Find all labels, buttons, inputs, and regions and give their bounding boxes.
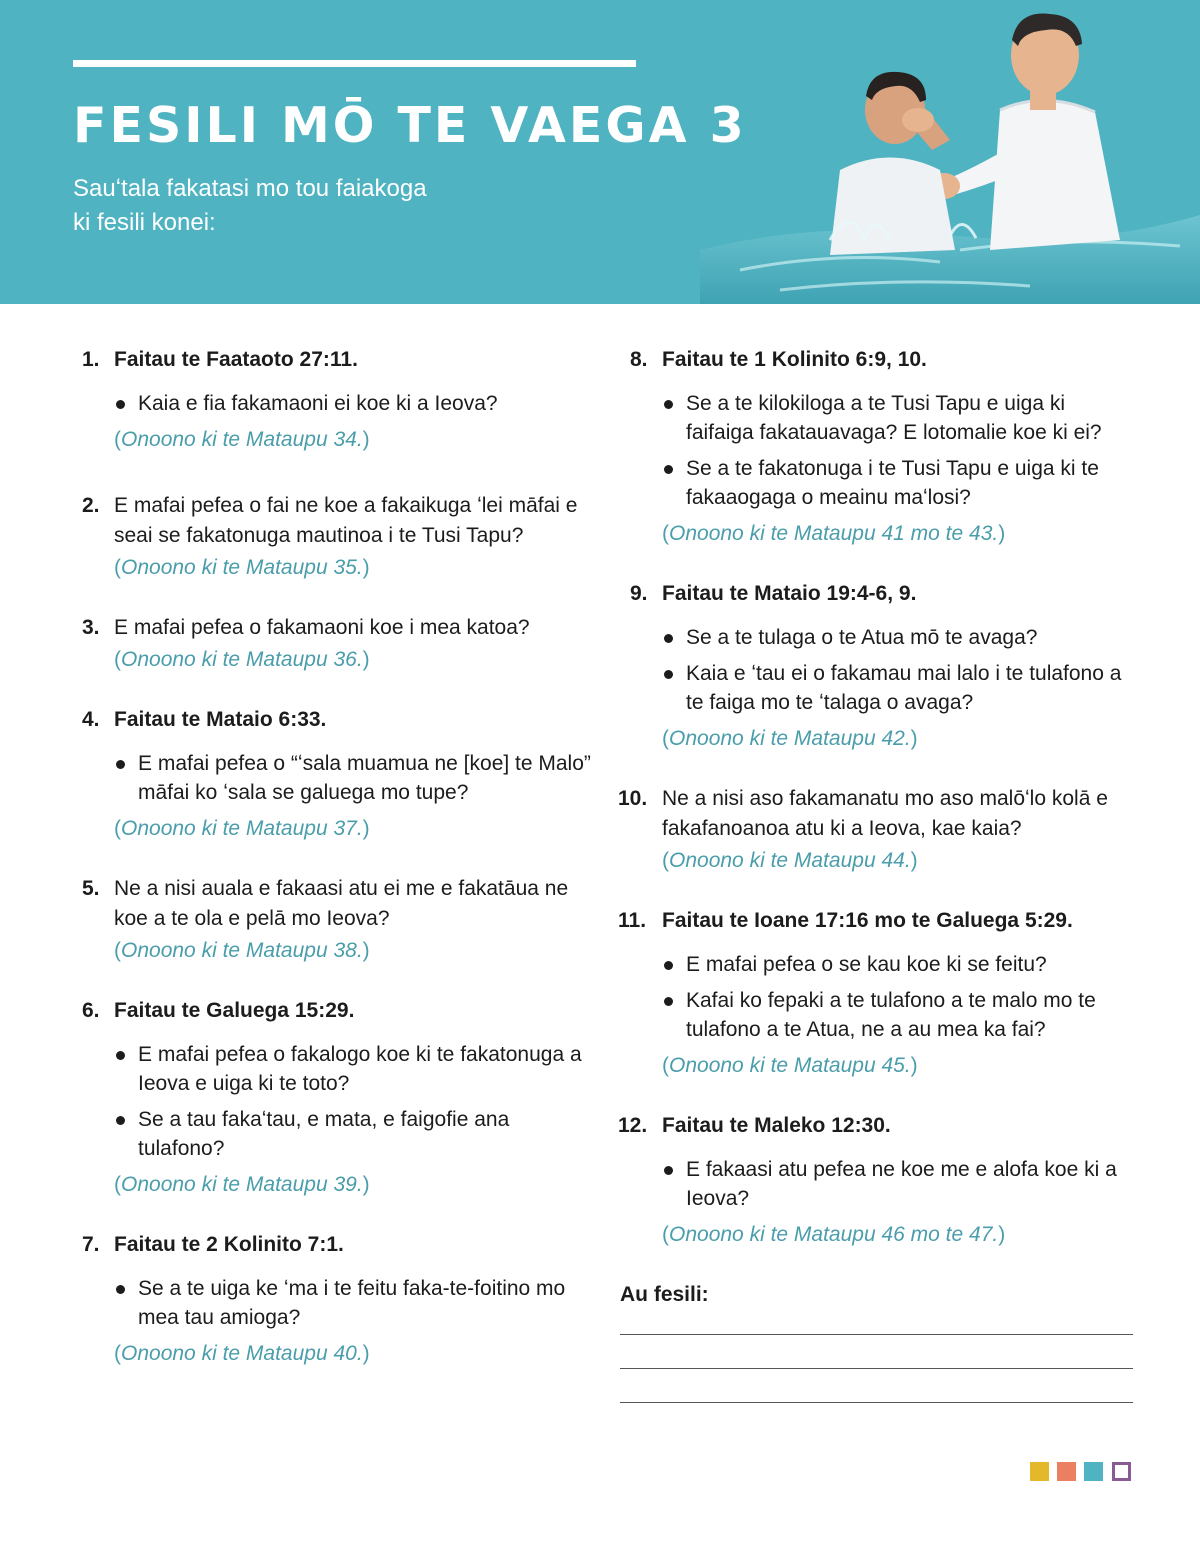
- question-12: [618, 1111, 1138, 1250]
- question-bullets: [662, 1155, 1138, 1213]
- swatch-teal: [1084, 1462, 1103, 1481]
- question-10: [618, 784, 1138, 876]
- question-text: Faitau te Faataoto 27:11.: [114, 348, 358, 371]
- question-7: [82, 1230, 592, 1369]
- question-number: 7.: [82, 1233, 100, 1256]
- question-number: 4.: [82, 708, 100, 731]
- question-text: Faitau te Galuega 15:29.: [114, 999, 355, 1022]
- chapter-reference: (Onoono ki te Mataupu 37.): [114, 817, 370, 840]
- question-8: [618, 345, 1138, 549]
- question-bullets: [114, 749, 592, 807]
- chapter-reference: (Onoono ki te Mataupu 38.): [114, 939, 370, 962]
- question-number: 1.: [82, 348, 100, 371]
- header-banner: [0, 0, 1200, 304]
- header-rule: [73, 60, 636, 67]
- answer-line[interactable]: [620, 1334, 1133, 1335]
- question-5: [82, 874, 592, 966]
- page-title: FESILI MŌ TE VAEGA 3: [73, 97, 747, 154]
- question-text: E mafai pefea o fakamaoni koe i mea katoa?: [114, 616, 530, 639]
- chapter-reference: (Onoono ki te Mataupu 35.): [114, 556, 370, 579]
- question-bullets: [114, 1274, 592, 1332]
- question-text: Faitau te 2 Kolinito 7:1.: [114, 1233, 344, 1256]
- swatch-purple-outline: [1112, 1462, 1131, 1481]
- chapter-reference: (Onoono ki te Mataupu 44.): [662, 849, 918, 872]
- question-2: [82, 491, 592, 583]
- question-text: Faitau te Ioane 17:16 mo te Galuega 5:29.: [662, 909, 1073, 932]
- questions-left-column: [82, 345, 592, 1369]
- question-bullets: [662, 950, 1138, 1044]
- baptism-illustration: [700, 0, 1200, 304]
- bullet-item: Se a te uiga ke ʻma i te feitu faka-te-foitino mo mea tau amioga?: [114, 1274, 592, 1332]
- chapter-reference: (Onoono ki te Mataupu 39.): [114, 1173, 370, 1196]
- bullet-item: Se a te kilokiloga a te Tusi Tapu e uiga ki faifaiga fakatauavaga? E lotomalie koe ki ei?: [662, 389, 1138, 447]
- bullet-item: E mafai pefea o fakalogo koe ki te fakatonuga a Ieova e uiga ki te toto?: [114, 1040, 592, 1098]
- chapter-reference: (Onoono ki te Mataupu 36.): [114, 648, 370, 671]
- answer-line[interactable]: [620, 1402, 1133, 1403]
- bullet-item: Kaia e fia fakamaoni ei koe ki a Ieova?: [114, 389, 592, 418]
- questions-right-column: [618, 345, 1138, 1250]
- chapter-reference: (Onoono ki te Mataupu 46 mo te 47.): [662, 1223, 1006, 1246]
- chapter-reference: (Onoono ki te Mataupu 34.): [114, 428, 370, 451]
- swatch-orange: [1057, 1462, 1076, 1481]
- own-questions-label: Au fesili:: [620, 1283, 709, 1306]
- question-bullets: [114, 1040, 592, 1163]
- question-text: Ne a nisi aso fakamanatu mo aso malōʻlo kolā e fakafanoanoa atu ki a Ieova, kae kaia?: [662, 787, 1108, 840]
- question-11: [618, 906, 1138, 1081]
- question-text: Faitau te Mataio 19:4-6, 9.: [662, 582, 917, 605]
- question-number: 11.: [618, 909, 647, 932]
- bullet-item: Kaia e ʻtau ei o fakamau mai lalo i te tulafono a te faiga mo te ʻtalaga o avaga?: [662, 659, 1138, 717]
- bullet-item: E mafai pefea o “ʻsala muamua ne [koe] te Malo” māfai ko ʻsala se galuega mo tupe?: [114, 749, 592, 807]
- question-text: Ne a nisi auala e fakaasi atu ei me e fakatāua ne koe a te ola e pelā mo Ieova?: [114, 877, 569, 930]
- bullet-item: E mafai pefea o se kau koe ki se feitu?: [662, 950, 1138, 979]
- question-bullets: [114, 389, 592, 418]
- question-number: 5.: [82, 877, 100, 900]
- question-4: [82, 705, 592, 844]
- question-number: 3.: [82, 616, 100, 639]
- question-number: 6.: [82, 999, 100, 1022]
- page-subtitle: Sauʻtala fakatasi mo tou faiakoga ki fesili konei:: [73, 175, 427, 236]
- question-number: 8.: [630, 348, 648, 371]
- bullet-item: Kafai ko fepaki a te tulafono a te malo mo te tulafono a te Atua, ne a au mea ka fai?: [662, 986, 1138, 1044]
- question-number: 9.: [630, 582, 648, 605]
- chapter-reference: (Onoono ki te Mataupu 45.): [662, 1054, 918, 1077]
- chapter-reference: (Onoono ki te Mataupu 40.): [114, 1342, 370, 1365]
- swatch-yellow: [1030, 1462, 1049, 1481]
- question-1: [82, 345, 592, 455]
- answer-line[interactable]: [620, 1368, 1133, 1369]
- bullet-item: Se a tau fakaʻtau, e mata, e faigofie ana tulafono?: [114, 1105, 592, 1163]
- bullet-item: E fakaasi atu pefea ne koe me e alofa koe ki a Ieova?: [662, 1155, 1138, 1213]
- question-9: [618, 579, 1138, 754]
- question-bullets: [662, 389, 1138, 512]
- question-number: 12.: [618, 1114, 648, 1137]
- chapter-reference: (Onoono ki te Mataupu 41 mo te 43.): [662, 522, 1006, 545]
- question-number: 10.: [618, 787, 648, 810]
- chapter-reference: (Onoono ki te Mataupu 42.): [662, 727, 918, 750]
- question-bullets: [662, 623, 1138, 717]
- bullet-item: Se a te fakatonuga i te Tusi Tapu e uiga ki te fakaaogaga o meainu maʻlosi?: [662, 454, 1138, 512]
- question-text: Faitau te Mataio 6:33.: [114, 708, 327, 731]
- question-3: [82, 613, 592, 675]
- question-text: Faitau te Maleko 12:30.: [662, 1114, 891, 1137]
- question-text: Faitau te 1 Kolinito 6:9, 10.: [662, 348, 927, 371]
- bullet-item: Se a te tulaga o te Atua mō te avaga?: [662, 623, 1138, 652]
- question-text: E mafai pefea o fai ne koe a fakaikuga ʻlei māfai e seai se fakatonuga mautinoa i te Tusi Tapu?: [114, 494, 578, 547]
- question-6: [82, 996, 592, 1200]
- question-number: 2.: [82, 494, 100, 517]
